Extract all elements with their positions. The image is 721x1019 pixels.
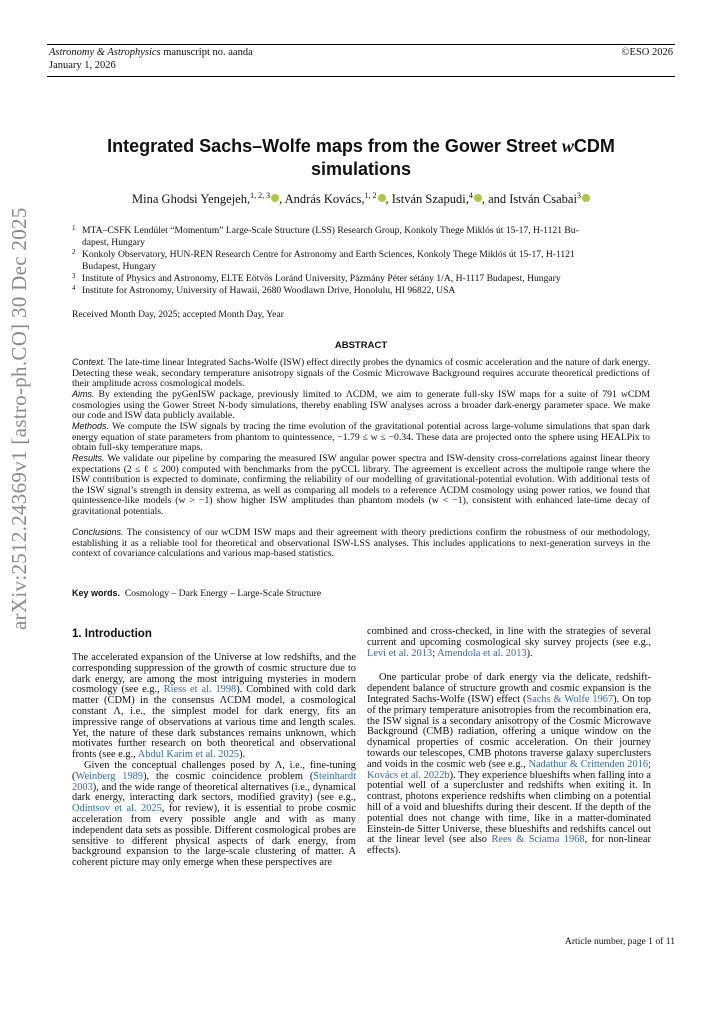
text: , for non-linear effects). xyxy=(367,834,651,857)
abstract-methods xyxy=(72,421,650,454)
received-line: Received Month Day, 2025; accepted Month Day, Year xyxy=(72,309,284,320)
citation-link[interactable]: Sachs & Wolfe 1967 xyxy=(526,693,614,705)
affiliation-text: Institute for Astronomy, University of Hawaii, 2680 Woodlawn Drive, Honolulu, HI 96822, USA xyxy=(82,285,456,296)
affiliation xyxy=(72,285,662,297)
paragraph: combined and cross-checked, in line with the strategies of several current and upcoming cosmological sky survey projects (see e.g., Levi et al. 2013; Amendola et al. 2013). xyxy=(367,626,651,659)
journal-name: Astronomy & Astrophysics xyxy=(49,47,161,58)
paragraph xyxy=(72,761,356,869)
right-column xyxy=(367,627,651,857)
author-affil: 1, 2, 3 xyxy=(250,191,271,200)
citation-link[interactable]: Nadathur & Crittenden 2016 xyxy=(528,758,649,770)
author-name: , and István Csabai xyxy=(481,192,577,207)
context-text: The late-time linear Integrated Sachs-Wolfe (ISW) effect directly probes the dynamics of cosmic acceleration and the nature of dark energy. Detecting these weak, secondary temperature anisotropy signals of the Cosmic Microwave Background requires accurate theoretical predictions of their amplitude across cosmological models. xyxy=(72,357,650,390)
abstract-context xyxy=(72,357,650,390)
affiliation-text: MTA–CSFK Lendület “Momentum” Large-Scale Structure (LSS) Research Group, Konkoly Thege Miklós út 15-17, H-1121 Bu- xyxy=(82,225,579,236)
text: One particular probe of dark energy via the delicate, redshift-dependent balance of structure growth and cosmic expansion is the Integrated Sachs-Wolfe (ISW) effect ( xyxy=(367,672,651,705)
header-date: January 1, 2026 xyxy=(49,60,116,71)
affiliation-number: 3 xyxy=(72,272,76,280)
aims-text: By extending the pyGenISW package, previously limited to ΛCDM, we aim to generate full-sky ISW maps for a suite of 791 wCDM cosmologies using the Gower Street N-body simulations, thereby enabling ISW analyses across a broader dark-energy parameter space. We make our code and ISW data publicly available. xyxy=(72,389,650,422)
journal-line xyxy=(49,47,253,58)
affiliation-text: Budapest, Hungary xyxy=(82,260,157,272)
paragraph xyxy=(72,653,356,761)
citation-link[interactable]: Rees & Sciama 1968 xyxy=(491,834,585,846)
section-heading: 1. Introduction xyxy=(72,628,152,640)
methods-text: We compute the ISW signals by tracing the time evolution of the gravitational potential across large-volume simulations that span dark energy equation of state parameters from phantom to quintessence, −1.79 ≤ w ≤ −0.34. These data are projected onto the sphere using HEALPix to obtain full-sky temperature maps. xyxy=(72,421,650,454)
title-line2: simulations xyxy=(310,159,412,179)
manuscript-number: manuscript no. aanda xyxy=(163,47,253,58)
text: ), and the wide range of theoretical alternatives (i.e., dynamical dark energy, interacting dark sectors, modified gravity) (see e.g., xyxy=(72,781,356,804)
aims-label: Aims. xyxy=(72,389,95,399)
keywords xyxy=(72,588,321,599)
affiliation-text: dapest, Hungary xyxy=(82,236,145,248)
citation-link[interactable]: Odintsov et al. 2025 xyxy=(72,803,162,815)
abstract-conclusions xyxy=(72,527,650,560)
orcid-icon[interactable] xyxy=(582,194,590,202)
copyright: ©ESO 2026 xyxy=(621,47,673,58)
abstract-heading: ABSTRACT xyxy=(334,340,388,351)
orcid-icon[interactable] xyxy=(378,194,386,202)
abstract-results xyxy=(72,453,650,518)
author-affil: 1, 2 xyxy=(364,191,377,200)
orcid-icon[interactable] xyxy=(271,194,279,202)
text: ). Combined with cold dark matter (CDM) in the consensus ΛCDM model, a cosmological constant Λ, i.e., the simplest model for dark energy, fits an impressive range of observations at various time and length scales. Yet, the nature of these dark substances remains unknown, which motivates further research on both theoretical and observational fronts (see e.g., xyxy=(72,684,357,761)
author-affil: 3 xyxy=(576,191,581,200)
author-name: Mina Ghodsi Yengejeh, xyxy=(132,192,251,207)
citation-link[interactable]: Abdul Karim et al. 2025 xyxy=(137,749,240,761)
affiliation-number: 2 xyxy=(72,248,76,256)
conclusions-label: Conclusions. xyxy=(72,527,124,537)
text: The accelerated expansion of the Universe at low redshifts, and the corresponding suppression of the growth of cosmic structure due to dark energy, are among the most intriguing mysteries in modern cosmology (see e.g., xyxy=(72,652,356,696)
affiliation-text: Institute of Physics and Astronomy, ELTE Eötvös Loránd University, Pázmány Péter sétány 1/A, H-1117 Budapest, Hungary xyxy=(82,273,561,284)
affiliation-number: 1 xyxy=(72,224,76,232)
paper-title xyxy=(72,135,650,181)
abstract-aims xyxy=(72,389,650,422)
running-header xyxy=(47,44,675,77)
author-list xyxy=(72,191,650,207)
citation-link[interactable]: Weinberg 1989 xyxy=(75,770,144,782)
author-name: , István Szapudi, xyxy=(385,192,469,207)
context-label: Context. xyxy=(72,357,106,367)
results-text: We validate our pipeline by comparing the measured ISW angular power spectra and ISW-density cross-correlations against linear theory expectations (2 ≤ ℓ ≤ 200) computed with benchmarks from the pyCCL library. The agreement is excellent across the multipole range where the ISW contribution is expected to dominate, confirming the reliability of our modelling of gravitational-potential evolution. With additional tests of the ISW signal’s strength in density extrema, as well as comparing all models to a reference ΛCDM cosmology using power ratios, we found that quintessence-like models (w > −1) show higher ISW amplitudes than phantom models (w < −1), consistent with enhanced late-time decay of gravitational potentials. xyxy=(72,453,650,517)
text: Given the conceptual challenges posed by Λ, i.e., fine-tuning ( xyxy=(72,759,356,782)
citation-link[interactable]: Riess et al. 1998 xyxy=(163,684,237,696)
title-line1: Integrated Sachs–Wolfe maps from the Gower Street xyxy=(107,136,562,156)
text: ), the cosmic coincidence problem ( xyxy=(143,770,314,782)
left-column xyxy=(72,653,356,869)
methods-label: Methods. xyxy=(72,421,110,431)
citation-link[interactable]: Amendola et al. 2013 xyxy=(437,647,527,659)
keywords-text: Cosmology – Dark Energy – Large-Scale Structure xyxy=(124,588,322,599)
citation-link[interactable]: Steinhardt 2003 xyxy=(72,770,356,793)
results-label: Results. xyxy=(72,453,105,463)
citation-link[interactable]: Levi et al. 2013 xyxy=(367,647,433,659)
author-affil: 4 xyxy=(468,191,473,200)
text: , for review), it is essential to probe cosmic acceleration from every possible angle and with as many independent data sets as possible. Different cosmological probes are sensitive to different physical aspects of dark energy, from background expansion to the large-scale clustering of matter. A coherent picture may only emerge when these perspectives are xyxy=(72,803,356,869)
author-name: , András Kovács, xyxy=(279,192,365,207)
text: ). On top of the primary temperature anisotropies from the recombination era, the ISW signal is a secondary anisotropy of the Cosmic Microwave Background (CMB) radiation, offering a unique window on the dynamical properties of cosmic acceleration. On their journey towards our telescopes, CMB photons traverse galaxy superclusters and voids in the cosmic web (see e.g., xyxy=(367,693,652,770)
title-w: w xyxy=(561,136,574,156)
text: combined and cross-checked, in line with the strategies of several current and upcoming cosmological sky survey projects (see e.g., xyxy=(367,626,651,648)
title-line1-end: CDM xyxy=(573,136,615,156)
page-footer: Article number, page 1 of 11 xyxy=(564,936,675,947)
affiliation xyxy=(72,273,662,285)
arxiv-stamp[interactable]: arXiv:2512.24369v1 [astro-ph.CO] 30 Dec 2025 xyxy=(7,207,31,630)
orcid-icon[interactable] xyxy=(474,194,482,202)
conclusions-text: The consistency of our wCDM ISW maps and their agreement with theory predictions confirm the robustness of our methodology, establishing it as a reliable tool for theoretical and observational ISW-LSS analyses. This includes applications to next-generation surveys in the context of covariance calculations and various map-based statistics. xyxy=(72,527,650,560)
text: ). They experience blueshifts when falling into a potential well of a supercluster and redshifts when exiting it. In contrast, photons experience redshifts when climbing on a potential hill of a void and blueshifts during their descent. If the depth of the potential does not change with time, like in a matter-dominated Einstein-de Sitter Universe, these blueshifts and redshifts cancel out at the linear level (see also xyxy=(367,769,651,846)
text: ). xyxy=(239,749,246,761)
citation-link[interactable]: Kovács et al. 2022b xyxy=(367,769,450,781)
affiliation-number: 4 xyxy=(72,284,76,292)
keywords-label: Key words. xyxy=(72,588,121,598)
affiliation xyxy=(72,249,662,272)
affiliation-text: Konkoly Observatory, HUN-REN Research Centre for Astronomy and Earth Sciences, Konkoly Thege Miklós út 15-17, H-1121 xyxy=(82,249,575,260)
affiliation xyxy=(72,225,662,248)
paragraph: One particular probe of dark energy via the delicate, redshift-dependent balance of structure growth and cosmic expansion is the Integrated Sachs-Wolfe (ISW) effect (Sachs & Wolfe 1967). On top of the primary temperature anisotropies from the recombination era, the ISW signal is a secondary anisotropy of the Cosmic Microwave Background (CMB) radiation, offering a unique window on the dynamical properties of cosmic acceleration. On their journey towards our telescopes, CMB photons traverse galaxy superclusters and voids in the cosmic web (see e.g., Nadathur & Crittenden 2016; Kovács et al. 2022b). They experience blueshifts when falling into a potential well of a supercluster and redshifts when exiting it. In contrast, photons experience redshifts when climbing on a potential hill of a void and blueshifts during their descent. If the depth of the potential does not change with time, like in a matter-dominated Einstein-de Sitter Universe, these blueshifts and redshifts cancel out at the linear level (see also Rees & Sciama 1968, for non-linear effects). xyxy=(367,672,652,857)
